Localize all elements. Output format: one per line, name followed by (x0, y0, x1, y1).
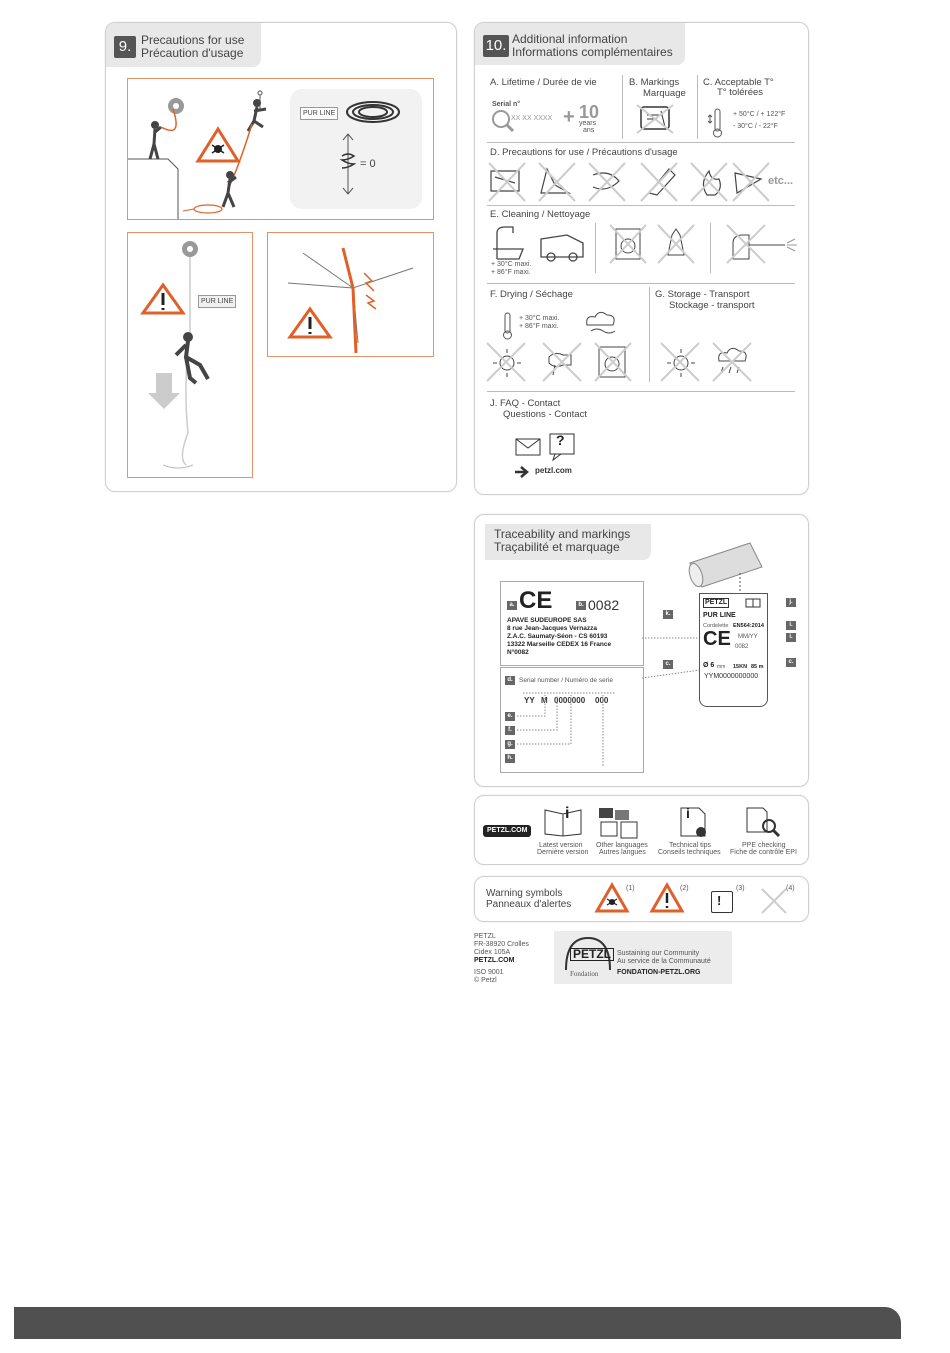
address-line-2: 8 rue Jean-Jacques Vernazza (507, 625, 597, 632)
section-10-panel (474, 22, 809, 495)
label-mmyy: MM/YY (738, 634, 758, 640)
warning-ref-4: (4) (786, 885, 795, 892)
badge-i-2: i. (786, 633, 796, 642)
badge-k: k. (663, 610, 673, 619)
serial-part-yy: YY (524, 696, 535, 705)
footer-copyright: © Petzl (474, 977, 497, 984)
ppe-checking-icon[interactable] (745, 806, 781, 838)
footer-address-2: FR-38920 Crolles (474, 941, 529, 948)
serial-value: XX XX XXXX (511, 115, 553, 122)
footer-iso: ISO 9001 (474, 969, 504, 976)
rappel-illustration (128, 233, 252, 477)
info-book-icon (745, 598, 763, 608)
technical-tips-icon[interactable] (679, 806, 709, 838)
section-10-number: 10. (483, 35, 509, 57)
question-mark: ? (556, 432, 565, 448)
information-box-glyph: ! (717, 893, 722, 908)
label-mm: mm (717, 664, 726, 670)
warning-ref-3: (3) (736, 885, 745, 892)
serial-part-number: 0000000 (554, 696, 586, 705)
label-product: PUR LINE (703, 612, 736, 619)
markings-title-fr: Marquage (643, 88, 686, 99)
fondation-logo-text: PETZL (570, 948, 614, 961)
badge-h: h. (505, 754, 515, 763)
sharp-edge-illustration (268, 233, 433, 356)
mail-icon (515, 438, 541, 456)
badge-j: j. (786, 598, 796, 607)
warning-ref-1: (1) (626, 885, 635, 892)
temperature-title-fr: T° tolérées (717, 87, 764, 98)
serial-leader-lines (515, 687, 615, 767)
tap-wash-icon (491, 225, 591, 261)
label-brand: PETZL (705, 599, 728, 606)
label-0082: 0082 (735, 644, 749, 650)
markings-title: B. Markings (629, 77, 680, 88)
product-label (699, 593, 768, 707)
link-other-languages-en[interactable]: Other languages (596, 842, 648, 849)
pur-line-tag: PUR LINE (300, 107, 338, 120)
drying-temp-c: + 30°C maxi. (519, 315, 560, 322)
footer-address-3: Cidex 105A (474, 949, 511, 956)
divider (487, 142, 795, 143)
descent-hazard-illustration (127, 232, 253, 478)
badge-c-2: c. (786, 658, 796, 667)
temperature-title: C. Acceptable T° (703, 77, 774, 88)
bottom-bar (14, 1307, 901, 1339)
divider (622, 75, 623, 139)
link-latest-version-fr[interactable]: Dernière version (537, 849, 589, 856)
section-10-title-fr: Informations complémentaires (512, 45, 673, 59)
etc-text: etc... (768, 175, 794, 187)
footer-address-1: PETZL (474, 933, 496, 940)
badge-i-1: i. (786, 621, 796, 630)
petzl-website-link[interactable]: petzl.com (535, 466, 572, 475)
badge-g: g. (505, 740, 515, 749)
label-ce-mark: CE (703, 628, 731, 650)
fall-hazard-illustration (127, 78, 434, 220)
section-9-number: 9. (114, 36, 136, 58)
warning-title-en: Warning symbols (486, 888, 563, 899)
footer-website[interactable]: PETZL.COM (474, 957, 515, 964)
lifetime-title: A. Lifetime / Durée de vie (490, 77, 597, 88)
no-sun-rain-storage-icons (661, 343, 761, 383)
section-9-panel (105, 22, 457, 492)
divider (487, 391, 795, 392)
label-cordelette: Cordelette (703, 623, 729, 629)
label-strength: 15KN (733, 664, 748, 670)
coiled-rope-icon (343, 97, 403, 127)
pur-line-tag-2: PUR LINE (198, 295, 236, 308)
warning-ref-2: (2) (680, 885, 689, 892)
drying-thermometer-icon (501, 311, 515, 341)
serial-part-suffix: 000 (595, 696, 609, 705)
warning-title-fr: Panneaux d'alertes (486, 899, 572, 910)
section-9-title-en: Precautions for use (141, 33, 245, 47)
badge-a: a. (507, 601, 517, 610)
forbidden-uses-icons (489, 163, 769, 203)
badge-e: e. (505, 712, 515, 721)
warning-symbols-panel (474, 876, 809, 922)
label-length: 85 m (751, 664, 764, 670)
divider (487, 283, 795, 284)
fondation-sustain-en: Sustaining our Community (617, 950, 700, 957)
book-info-icon[interactable] (543, 806, 583, 838)
traceability-title-en: Traceability and markings (494, 527, 631, 541)
thermometer-icon (707, 107, 727, 139)
address-line-4: 13322 Marseille CEDEX 16 France (507, 641, 612, 648)
faq-title: J. FAQ - Contact (490, 398, 561, 409)
languages-icon[interactable] (597, 806, 643, 840)
no-sun-dryer-icons (487, 343, 637, 383)
edge-hazard-illustration (267, 232, 434, 357)
ans-word: ans (583, 127, 595, 134)
divider (595, 223, 596, 273)
serial-number-title: Serial number / Numéro de serie (519, 677, 613, 684)
link-technical-tips-en[interactable]: Technical tips (669, 842, 712, 849)
years-word: years (579, 120, 597, 127)
divider (487, 205, 795, 206)
fondation-url[interactable]: FONDATION-PETZL.ORG (617, 969, 701, 976)
badge-c-1: c. (663, 660, 673, 669)
badge-b: b. (576, 601, 586, 610)
serial-part-m: M (541, 696, 548, 705)
cleaning-temp-f: + 86°F maxi. (491, 269, 531, 276)
arrow-right-icon (515, 467, 531, 477)
equals-zero-text: = 0 (360, 158, 376, 170)
temp-low: - 30°C / - 22°F (733, 123, 778, 130)
link-ppe-checking-fr[interactable]: Fiche de contrôle EPI (730, 849, 797, 856)
serial-label: Serial n° (492, 101, 521, 108)
no-pressure-washer-icon (725, 225, 805, 265)
link-other-languages-fr[interactable]: Autres langues (599, 849, 646, 856)
link-technical-tips-fr[interactable]: Conseils techniques (658, 849, 721, 856)
traceability-panel (474, 514, 809, 787)
link-ppe-checking-en[interactable]: PPE checking (742, 842, 786, 849)
cleaning-temp-c: + 30°C maxi. (491, 261, 532, 268)
fondation-logo-word: Fondation (570, 970, 599, 978)
shade-dry-icon (583, 309, 619, 337)
label-serial: YYM0000000000 (704, 673, 759, 680)
notified-body-number: 0082 (588, 597, 620, 613)
temp-high: + 50°C / + 122°F (733, 111, 786, 118)
no-machine-wash-icons (610, 225, 700, 265)
marking-tag-icon (635, 103, 675, 135)
petzl-com-logo[interactable]: PETZL.COM (483, 825, 531, 837)
badge-f: f. (505, 726, 515, 735)
petzl-links-panel (474, 795, 809, 865)
fondation-sustain-fr: Au service de la Communauté (617, 958, 711, 965)
storage-title-fr: Stockage - transport (669, 300, 755, 311)
badge-d: d. (505, 676, 515, 685)
years-number: 10 (579, 102, 600, 122)
divider (649, 287, 650, 382)
traceability-title-fr: Traçabilité et marquage (494, 540, 620, 554)
information-box-icon (711, 891, 733, 913)
address-line-3: Z.A.C. Saumaty-Séon - CS 60193 (507, 633, 608, 640)
precautions-title: D. Precautions for use / Précautions d'usage (490, 147, 678, 158)
rope-section-illustration (680, 543, 780, 593)
section-10-title-en: Additional information (512, 32, 628, 46)
plus-sign: + (563, 106, 575, 128)
label-diameter: Ø 6 (703, 662, 715, 669)
climbers-illustration (128, 79, 298, 219)
section-9-title-fr: Précaution d'usage (141, 46, 244, 60)
book-info-glyph: i (565, 805, 570, 822)
address-line-1: APAVE SUDEUROPE SAS (507, 617, 587, 624)
danger-death-icon (595, 883, 629, 913)
link-latest-version-en[interactable]: Latest version (539, 842, 583, 849)
technical-tips-glyph: i (686, 805, 690, 821)
cleaning-title: E. Cleaning / Nettoyage (490, 209, 591, 220)
address-line-5: N°0082 (507, 649, 529, 656)
forbidden-cross-icon (760, 887, 788, 915)
drying-title: F. Drying / Séchage (490, 289, 573, 300)
label-norm: EN564:2014 (733, 623, 764, 629)
faq-title-fr: Questions - Contact (503, 409, 587, 420)
danger-injury-icon (650, 883, 684, 913)
divider (710, 223, 711, 273)
rope-stretch-icon (338, 134, 358, 194)
divider (697, 75, 698, 139)
drying-temp-f: + 86°F maxi. (519, 323, 559, 330)
ce-mark: CE (519, 587, 553, 614)
storage-title: G. Storage - Transport (655, 289, 750, 300)
